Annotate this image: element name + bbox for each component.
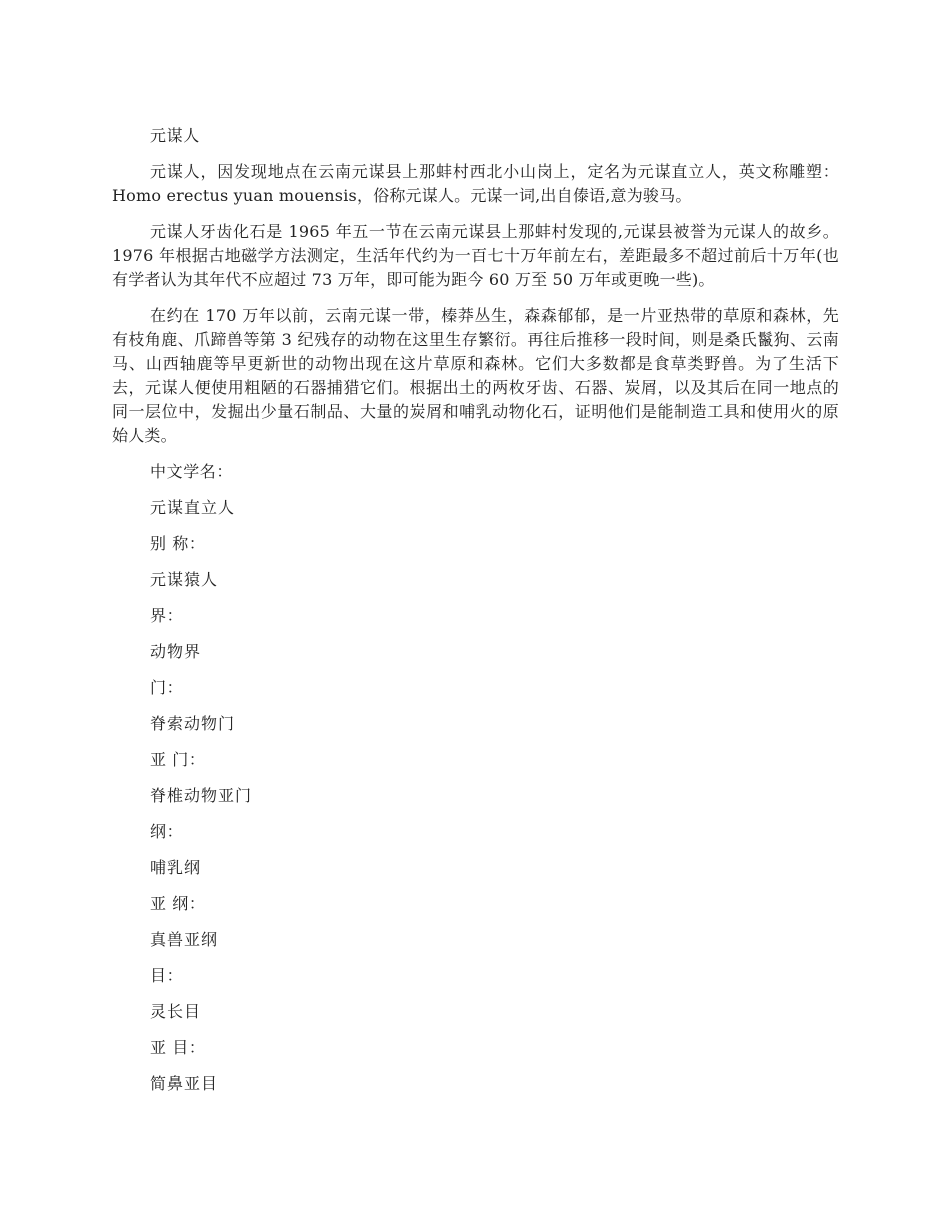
field-label-class: 纲： <box>150 822 184 841</box>
paragraph-2: 元谋人牙齿化石是 1965 年五一节在云南元谋县上那蚌村发现的,元谋县被誉为元谋人的故乡。1976 年根据古地磁学方法测定，生活年代约为一百七十万年前左右，差距最多不超过前后十万年(也有学者认为其年代不应超过 73 万年，即可能为距今 60 万至 50 万年或更晚一些)。 <box>112 222 839 289</box>
field-value-class: 哺乳纲 <box>150 858 202 877</box>
field-label-subclass: 亚 纲： <box>150 894 206 913</box>
field-label-suborder: 亚 目： <box>150 1038 206 1057</box>
document-page <box>112 124 839 1108</box>
field-value-alias: 元谋猿人 <box>150 570 219 589</box>
field-label-chinese-name: 中文学名： <box>150 462 234 481</box>
field-value-chinese-name: 元谋直立人 <box>150 498 236 517</box>
field-value-subphylum: 脊椎动物亚门 <box>150 786 253 805</box>
field-label-kingdom: 界： <box>150 606 184 625</box>
field-value-phylum: 脊索动物门 <box>150 714 236 733</box>
field-value-suborder: 简鼻亚目 <box>150 1074 219 1093</box>
field-value-subclass: 真兽亚纲 <box>150 930 219 949</box>
field-label-subphylum: 亚 门： <box>150 750 206 769</box>
document-title: 元谋人 <box>150 126 200 145</box>
field-label-phylum: 门： <box>150 678 184 697</box>
paragraph-1: 元谋人，因发现地点在云南元谋县上那蚌村西北小山岗上，定名为元谋直立人，英文称雕塑：Homo erectus yuan mouensis，俗称元谋人。元谋一词,出自傣语,意为骏马。 <box>112 162 839 205</box>
field-label-order: 目： <box>150 966 184 985</box>
field-label-alias: 别 称： <box>150 534 206 553</box>
paragraph-3: 在约在 170 万年以前，云南元谋一带，榛莽丛生，森森郁郁，是一片亚热带的草原和森林，先有枝角鹿、爪蹄兽等第 3 纪残存的动物在这里生存繁衍。再往后推移一段时间，则是桑氏鬣狗、云南马、山西轴鹿等早更新世的动物出现在这片草原和森林。它们大多数都是食草类野兽。为了生活下去，元谋人便使用粗陋的石器捕猎它们。根据出土的两枚牙齿、石器、炭屑，以及其后在同一地点的同一层位中，发掘出少量石制品、大量的炭屑和哺乳动物化石，证明他们是能制造工具和使用火的原始人类。 <box>112 306 839 445</box>
field-value-kingdom: 动物界 <box>150 642 202 661</box>
field-value-order: 灵长目 <box>150 1002 202 1021</box>
